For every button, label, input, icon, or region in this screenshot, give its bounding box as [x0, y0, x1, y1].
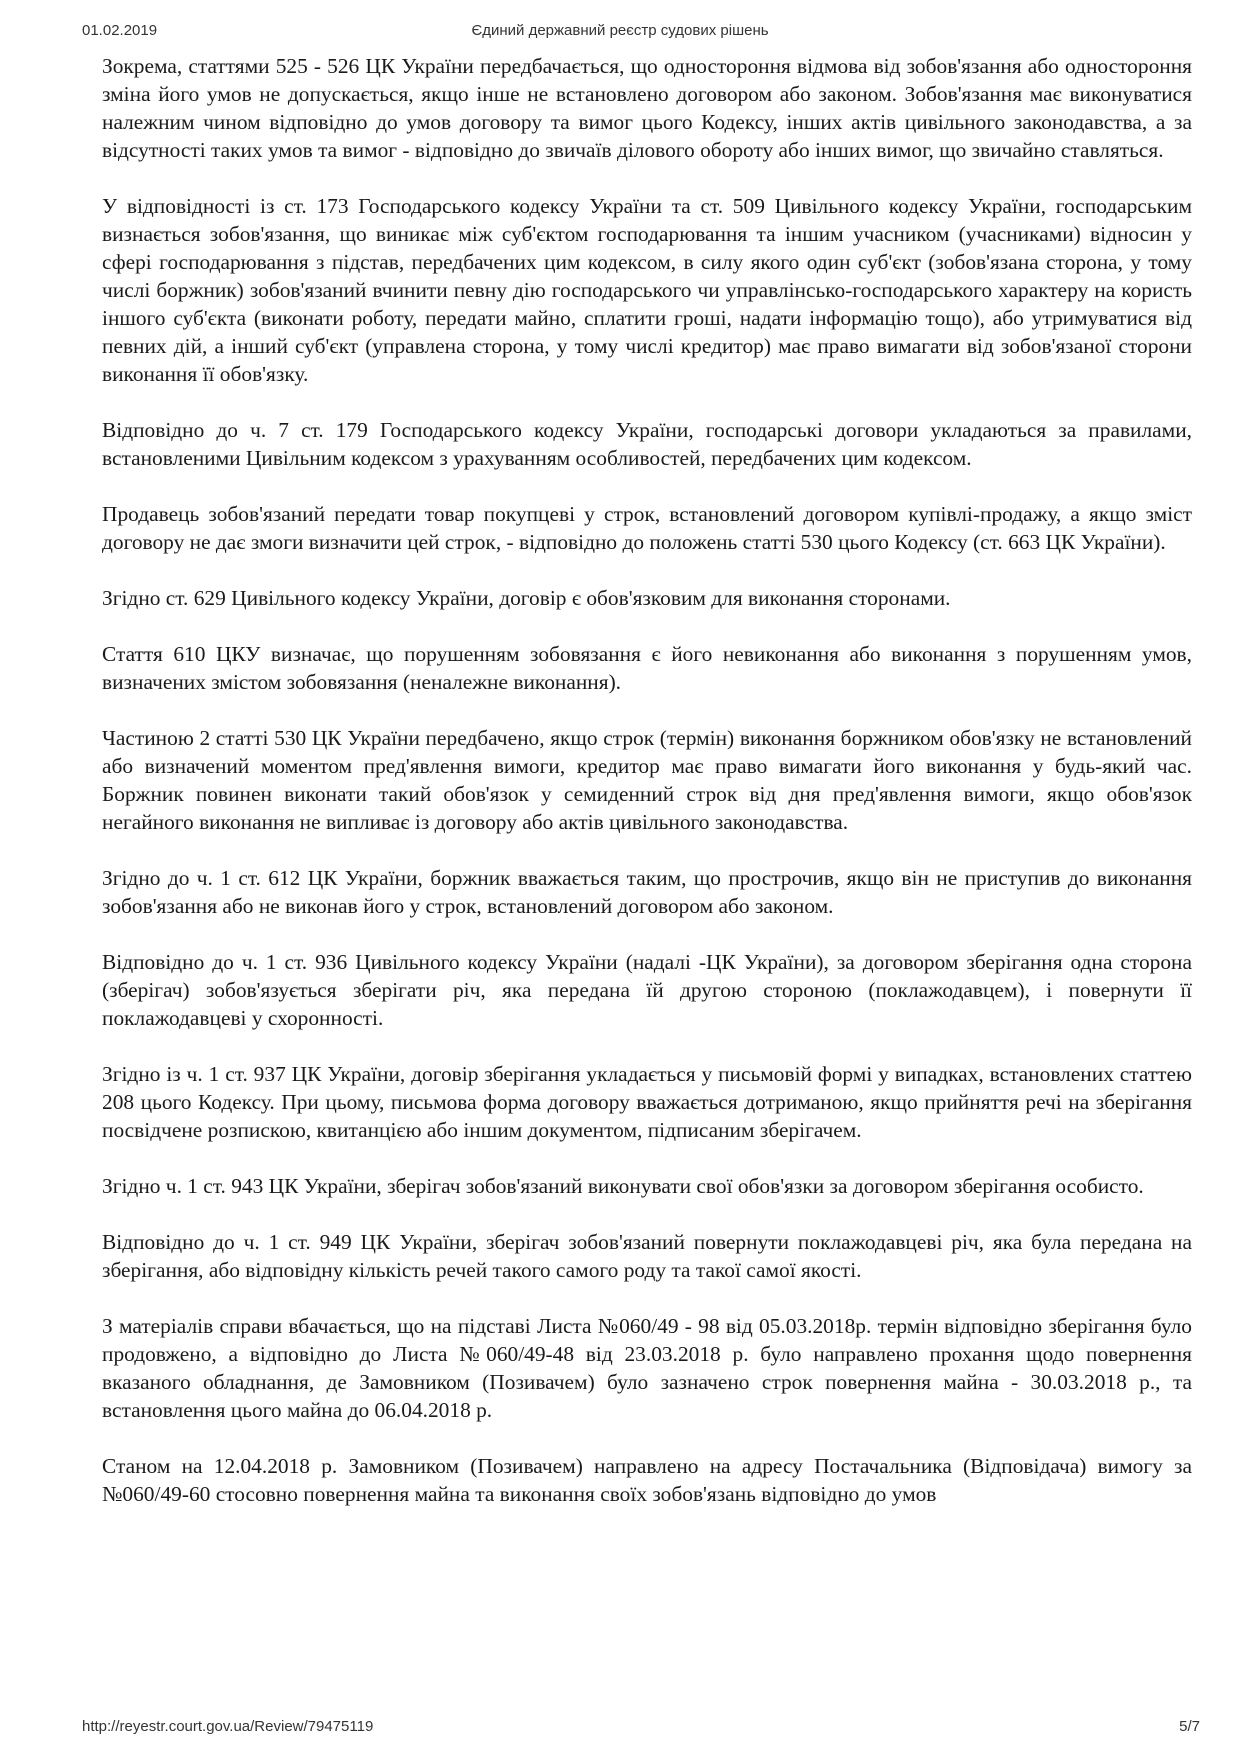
registry-title: Єдиний державний реєстр судових рішень — [471, 22, 769, 39]
paragraph: Згідно до ч. 1 ст. 612 ЦК України, боржник вважається таким, що прострочив, якщо він не приступив до виконання зобов'язання або не виконав його у строк, встановлений договором або законом. — [102, 866, 1192, 918]
paragraph: Відповідно до ч. 1 ст. 936 Цивільного кодексу України (надалі -ЦК України), за договором зберігання одна сторона (зберігач) зобов'язується зберігати річ, яка передана їй другою стороною (поклажодавцем), і повернути її поклажодавцеві у схоронності. — [102, 950, 1192, 1030]
page-header — [0, 22, 1240, 42]
print-date: 01.02.2019 — [82, 22, 158, 39]
paragraph: Згідно ч. 1 ст. 943 ЦК України, зберігач зобов'язаний виконувати свої обов'язки за договором зберігання особисто. — [102, 1174, 1144, 1198]
paragraph: Відповідно до ч. 1 ст. 949 ЦК України, зберігач зобов'язаний повернути поклажодавцеві річ, яка була передана на зберігання, або відповідну кількість речей такого самого роду та такої самої якості. — [102, 1230, 1192, 1282]
page-number: 5/7 — [1179, 1718, 1200, 1735]
source-url[interactable]: http://reyestr.court.gov.ua/Review/79475119 — [82, 1718, 374, 1735]
paragraph: Відповідно до ч. 7 ст. 179 Господарського кодексу України, господарські договори укладаються за правилами, встановленими Цивільним кодексом з урахуванням особливостей, передбачених цим кодексом. — [102, 418, 1192, 470]
paragraph: З матеріалів справи вбачається, що на підставі Листа №060/49 - 98 від 05.03.2018р. термін відповідно зберігання було продовжено, а відповідно до Листа №060/49-48 від 23.03.2018 р. було направлено прохання щодо повернення вказаного обладнання, де Замовником (Позивачем) було зазначено строк повернення майна - 30.03.2018 р., та встановлення цього майна до 06.04.2018 р. — [102, 1314, 1192, 1422]
paragraph: Згідно із ч. 1 ст. 937 ЦК України, договір зберігання укладається у письмовій формі у випадках, встановлених статтею 208 цього Кодексу. При цьому, письмова форма договору вважається дотриманою, якщо прийняття речі на зберігання посвідчене розпискою, квитанцією або іншим документом, підписаним зберігачем. — [102, 1062, 1192, 1142]
page-footer — [0, 1718, 1240, 1738]
paragraph: Зокрема, статтями 525 - 526 ЦК України передбачається, що одностороння відмова від зобов'язання або одностороння зміна його умов не допускається, якщо інше не встановлено договором або законом. Зобов'язання має виконуватися належним чином відповідно до умов договору та вимог цього Кодексу, інших актів цивільного законодавства, а за відсутності таких умов та вимог - відповідно до звичаїв ділового обороту або інших вимог, що звичайно ставляться. — [102, 54, 1192, 162]
document-body — [102, 52, 1192, 1536]
paragraph: Згідно ст. 629 Цивільного кодексу України, договір є обов'язковим для виконання сторонами. — [102, 586, 951, 610]
paragraph: У відповідності із ст. 173 Господарського кодексу України та ст. 509 Цивільного кодексу України, господарським визнається зобов'язання, що виникає між суб'єктом господарювання та іншим учасником (учасниками) відносин у сфері господарювання з підстав, передбачених цим кодексом, в силу якого один суб'єкт (зобов'язана сторона, у тому числі боржник) зобов'язаний вчинити певну дію господарського чи управлінсько-господарського характеру на користь іншого суб'єкта (виконати роботу, передати майно, сплатити гроші, надати інформацію тощо), або утримуватися від певних дій, а інший суб'єкт (управлена сторона, у тому числі кредитор) має право вимагати від зобов'язаної сторони виконання її обов'язку. — [102, 194, 1192, 386]
paragraph: Станом на 12.04.2018 р. Замовником (Позивачем) направлено на адресу Постачальника (Відповідача) вимогу за №060/49-60 стосовно повернення майна та виконання своїх зобов'язань відповідно до умов — [102, 1454, 1192, 1506]
paragraph: Продавець зобов'язаний передати товар покупцеві у строк, встановлений договором купівлі-продажу, а якщо зміст договору не дає змоги визначити цей строк, - відповідно до положень статті 530 цього Кодексу (ст. 663 ЦК України). — [102, 502, 1192, 554]
paragraph: Частиною 2 статті 530 ЦК України передбачено, якщо строк (термін) виконання боржником обов'язку не встановлений або визначений моментом пред'явлення вимоги, кредитор має право вимагати його виконання у будь-який час. Боржник повинен виконати такий обов'язок у семиденний строк від дня пред'явлення вимоги, якщо обов'язок негайного виконання не випливає із договору або актів цивільного законодавства. — [102, 726, 1192, 834]
paragraph: Стаття 610 ЦКУ визначає, що порушенням зобовязання є його невиконання або виконання з порушенням умов, визначених змістом зобовязання (неналежне виконання). — [102, 642, 1192, 694]
